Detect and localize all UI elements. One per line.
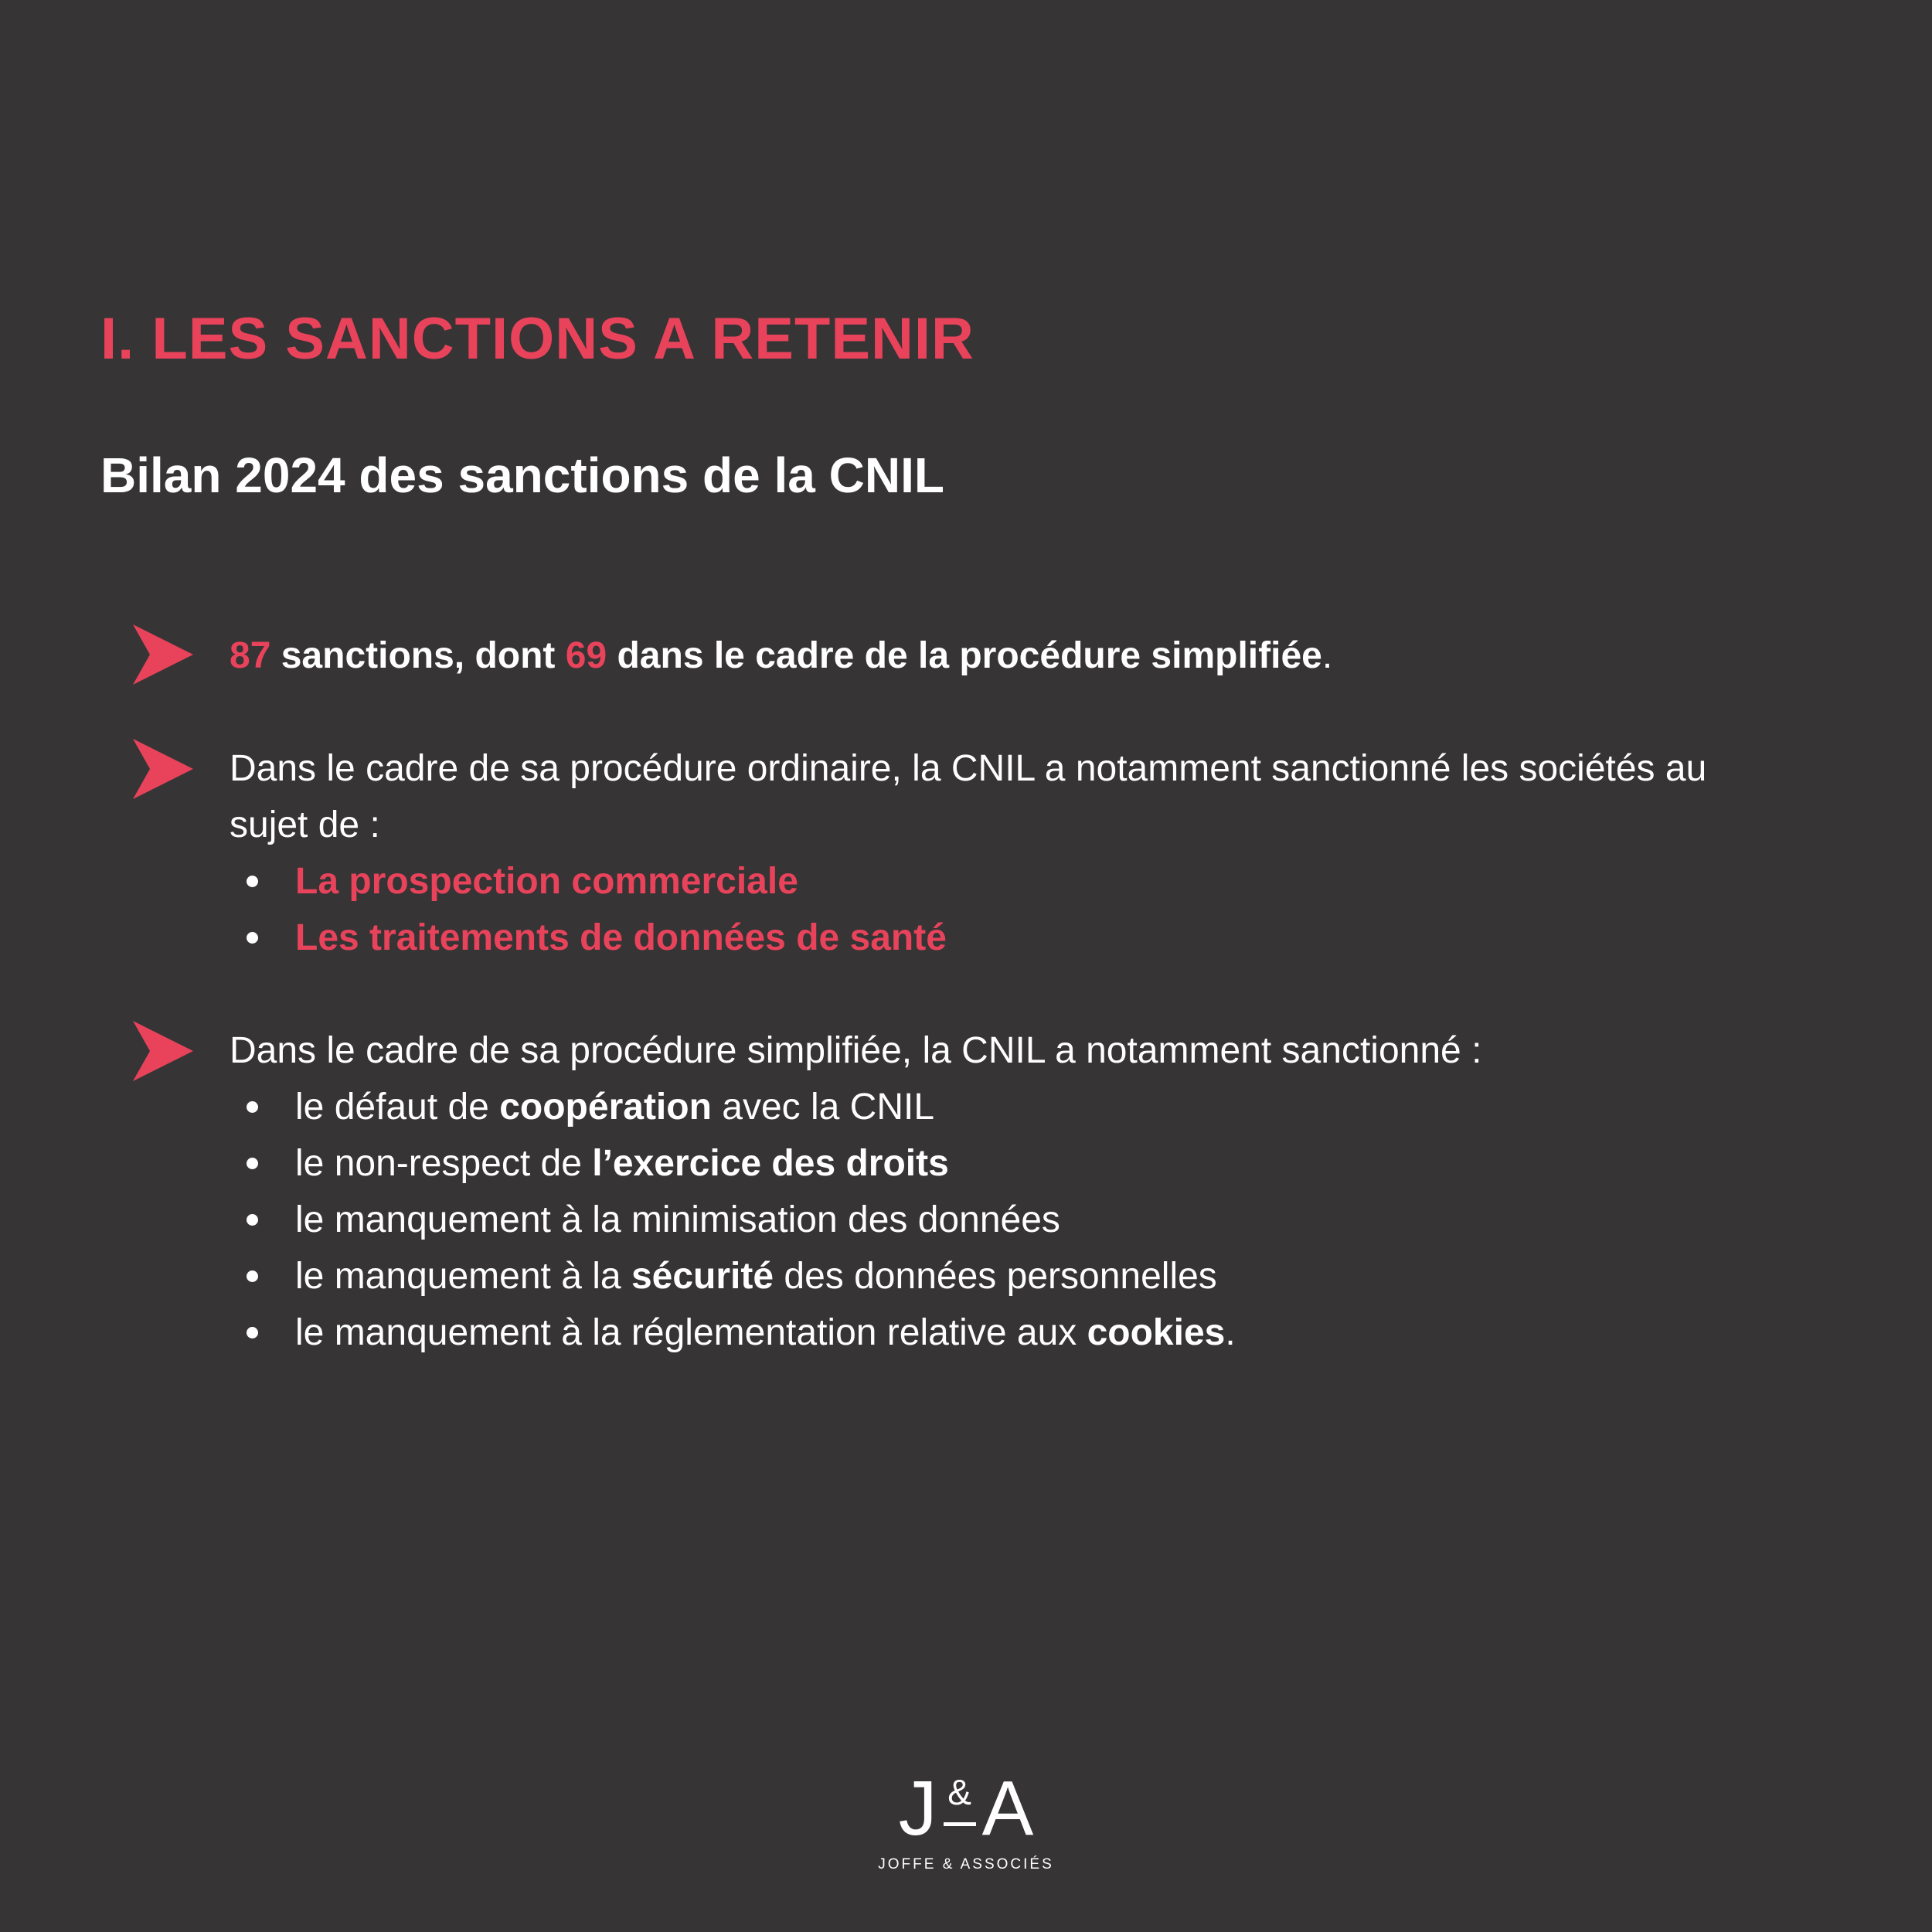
- list-item-text: Les traitements de données de santé: [295, 917, 947, 958]
- list-item-text: avec la CNIL: [711, 1087, 935, 1128]
- simplified-sanctions-count: 69: [565, 635, 607, 676]
- logo-caption: JOFFE & ASSOCIÉS: [878, 1856, 1054, 1872]
- chevron-right-icon: [131, 737, 195, 801]
- bullet-icon: [247, 1327, 258, 1338]
- list-item-emphasis: cookies: [1087, 1312, 1226, 1353]
- total-sanctions-count: 87: [230, 635, 271, 676]
- list-item-emphasis: coopération: [499, 1087, 712, 1128]
- list-item-text: des données personnelles: [774, 1256, 1217, 1297]
- chevron-right-icon: [131, 623, 195, 686]
- list-item-emphasis: sécurité: [631, 1256, 774, 1297]
- list-item: [230, 853, 1793, 910]
- sanctions-count-block: [131, 628, 1793, 684]
- list-item: [230, 1192, 1793, 1248]
- list-item: [230, 1079, 1793, 1135]
- section-title: I. LES SANCTIONS A RETENIR: [100, 306, 975, 372]
- logo-ampersand: [942, 1774, 978, 1810]
- logo-letter-a: A: [981, 1765, 1034, 1852]
- sanctions-count-text: [230, 628, 1793, 684]
- simplified-procedure-list: [230, 1079, 1793, 1361]
- ordinary-procedure-intro: Dans le cadre de sa procédure ordinaire, la CNIL a notamment sanctionné les sociétés au sujet de :: [230, 748, 1707, 845]
- joffe-associes-logo: [873, 1765, 1059, 1878]
- list-item-text: le manquement à la minimisation des données: [295, 1199, 1060, 1240]
- chevron-right-icon: [131, 1019, 195, 1083]
- list-item: [230, 1135, 1793, 1192]
- logo-ampersand-glyph: &: [947, 1772, 971, 1812]
- simplified-procedure-intro: Dans le cadre de sa procédure simplifiée, la CNIL a notamment sanctionné :: [230, 1030, 1482, 1071]
- bullet-icon: [247, 876, 258, 887]
- list-item-text: le manquement à la: [295, 1256, 631, 1297]
- list-item-text: La prospection commerciale: [295, 861, 798, 902]
- ordinary-procedure-list: [230, 853, 1793, 966]
- sanctions-text-b: dans le cadre de la procédure simplifiée: [607, 635, 1322, 676]
- simplified-procedure-block: [131, 1022, 1793, 1361]
- sanctions-text-end: .: [1321, 635, 1333, 676]
- list-item-text: le défaut de: [295, 1087, 500, 1128]
- list-item: [230, 1304, 1793, 1361]
- sanctions-text-a: sanctions, dont: [270, 635, 566, 676]
- ordinary-procedure-block: [131, 740, 1793, 966]
- list-item-text: le manquement à la réglementation relative aux: [295, 1312, 1087, 1353]
- logo-mark: [873, 1765, 1059, 1852]
- logo-underline: [944, 1822, 976, 1826]
- list-item-text: le non-respect de: [295, 1143, 593, 1184]
- bullet-icon: [247, 1214, 258, 1226]
- list-item-emphasis: l’exercice des droits: [592, 1143, 949, 1184]
- bullet-icon: [247, 932, 258, 944]
- bullet-icon: [247, 1101, 258, 1113]
- logo-letter-j: J: [898, 1765, 937, 1852]
- list-item: [230, 910, 1793, 966]
- subtitle: Bilan 2024 des sanctions de la CNIL: [100, 447, 944, 503]
- bullet-icon: [247, 1158, 258, 1169]
- bullet-icon: [247, 1270, 258, 1282]
- list-item-text: .: [1225, 1312, 1236, 1353]
- list-item: [230, 1248, 1793, 1304]
